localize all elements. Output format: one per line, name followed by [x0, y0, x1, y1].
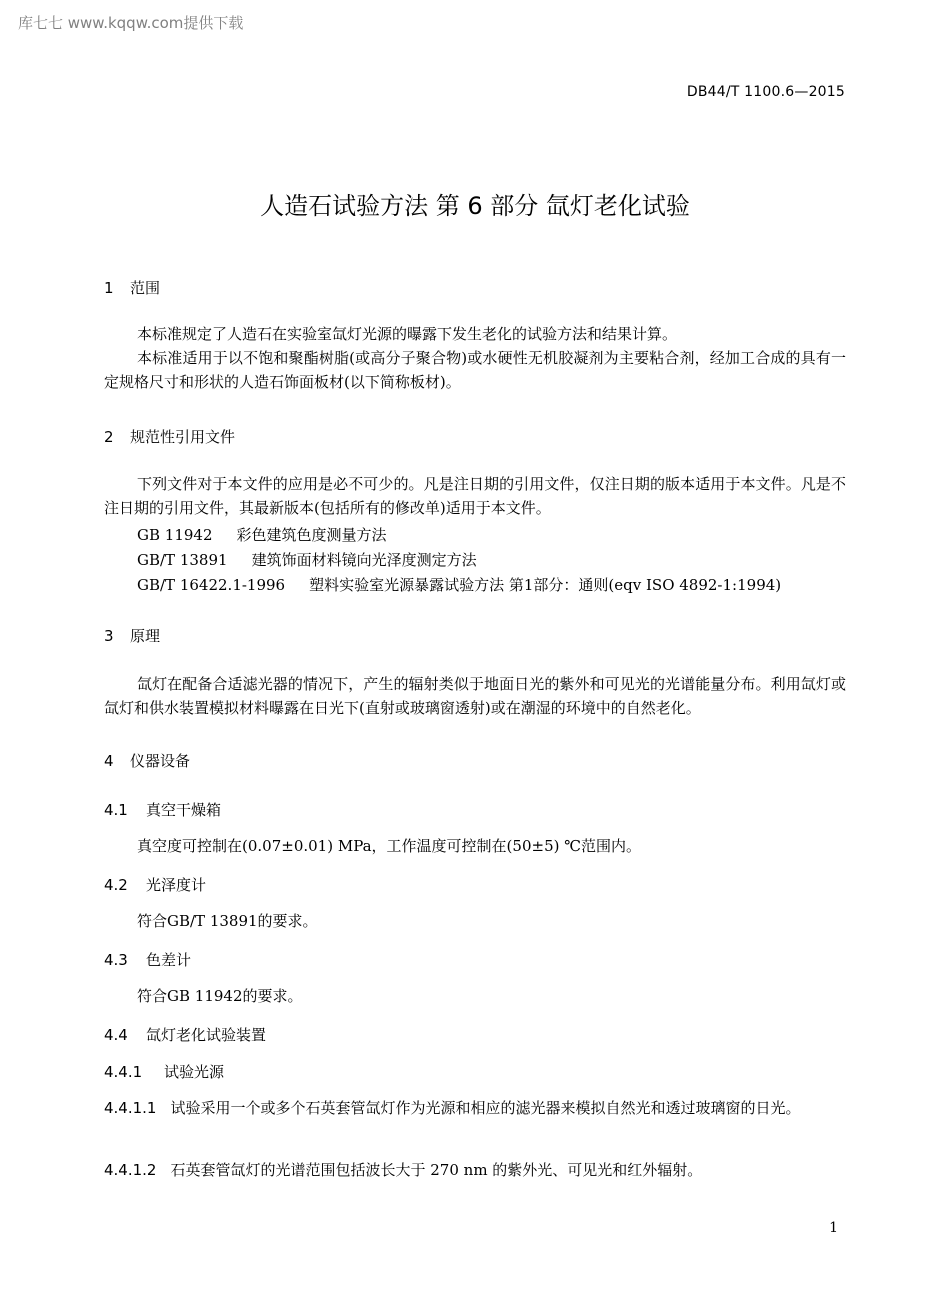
- section-title: 真空干燥箱: [146, 801, 222, 819]
- section-number: 4.4: [104, 1026, 128, 1044]
- section-3-heading: [104, 625, 160, 646]
- section-number: 1: [104, 279, 114, 297]
- clause-4-4-1-1: [104, 1096, 846, 1120]
- watermark: 库七七 www.kqqw.com提供下载: [18, 14, 244, 32]
- section-title: 范围: [130, 279, 161, 297]
- clause-text: 石英套管氙灯的光谱范围包括波长大于 270 nm 的紫外光、可见光和红外辐射。: [170, 1161, 703, 1179]
- section-2-heading: [104, 426, 235, 447]
- clause-number: 4.4.1.1: [104, 1099, 157, 1117]
- clause-number: 4.4.1.2: [104, 1161, 157, 1179]
- section-1-heading: [104, 277, 160, 298]
- subsection-4-3-text: 符合GB 11942的要求。: [137, 987, 303, 1005]
- section-title: 氙灯老化试验装置: [146, 1026, 267, 1044]
- subsection-4-4-heading: [104, 1024, 266, 1045]
- subsection-4-3-heading: [104, 949, 191, 970]
- section-title: 原理: [130, 627, 161, 645]
- section-title: 光泽度计: [146, 876, 207, 894]
- section-4-heading: [104, 750, 190, 771]
- section-number: 3: [104, 627, 114, 645]
- section-number: 4: [104, 752, 114, 770]
- section-title: 规范性引用文件: [130, 428, 236, 446]
- document-code: DB44/T 1100.6—2015: [686, 84, 845, 100]
- reference-item: [137, 574, 781, 595]
- section-3-paragraph-1: 氙灯在配备合适滤光器的情况下，产生的辐射类似于地面日光的紫外和可见光的光谱能量分布。利用氙灯或氙灯和供水装置模拟材料曝露在日光下(直射或玻璃窗透射)或在潮湿的环境中的自然老化。: [104, 675, 846, 717]
- section-number: 2: [104, 428, 114, 446]
- reference-item: [137, 549, 477, 570]
- section-number: 4.1: [104, 801, 128, 819]
- subsection-4-4-1-heading: [104, 1061, 224, 1082]
- subsection-4-1-heading: [104, 799, 221, 820]
- clause-text: 试验采用一个或多个石英套管氙灯作为光源和相应的滤光器来模拟自然光和透过玻璃窗的日光。: [170, 1099, 801, 1117]
- reference-code: GB/T 16422.1-1996: [137, 576, 286, 594]
- section-number: 4.3: [104, 951, 128, 969]
- reference-name: 塑料实验室光源暴露试验方法 第1部分：通则(eqv ISO 4892-1:1994): [309, 576, 782, 594]
- section-number: 4.2: [104, 876, 128, 894]
- section-title: 色差计: [146, 951, 192, 969]
- reference-name: 建筑饰面材料镜向光泽度测定方法: [251, 551, 477, 569]
- page-number: 1: [829, 1220, 838, 1236]
- reference-code: GB 11942: [137, 526, 213, 544]
- reference-name: 彩色建筑色度测量方法: [236, 526, 387, 544]
- reference-code: GB/T 13891: [137, 551, 228, 569]
- subsection-4-2-heading: [104, 874, 206, 895]
- section-2-paragraph-1: 下列文件对于本文件的应用是必不可少的。凡是注日期的引用文件，仅注日期的版本适用于本文件。凡是不注日期的引用文件，其最新版本(包括所有的修改单)适用于本文件。: [104, 475, 846, 517]
- section-1-paragraph-1: 本标准规定了人造石在实验室氙灯光源的曝露下发生老化的试验方法和结果计算。: [137, 325, 678, 343]
- subsection-4-1-text: 真空度可控制在(0.07±0.01) MPa，工作温度可控制在(50±5) ℃范围内。: [137, 837, 642, 855]
- section-title: 仪器设备: [130, 752, 191, 770]
- document-title: 人造石试验方法 第 6 部分 氙灯老化试验: [260, 192, 690, 220]
- section-number: 4.4.1: [104, 1063, 143, 1081]
- reference-item: [137, 524, 387, 545]
- subsection-4-2-text: 符合GB/T 13891的要求。: [137, 912, 318, 930]
- section-title: 试验光源: [164, 1063, 225, 1081]
- clause-4-4-1-2: [104, 1158, 846, 1182]
- section-1-paragraph-2: 本标准适用于以不饱和聚酯树脂(或高分子聚合物)或水硬性无机胶凝剂为主要粘合剂，经加工合成的具有一定规格尺寸和形状的人造石饰面板材(以下简称板材)。: [104, 349, 846, 391]
